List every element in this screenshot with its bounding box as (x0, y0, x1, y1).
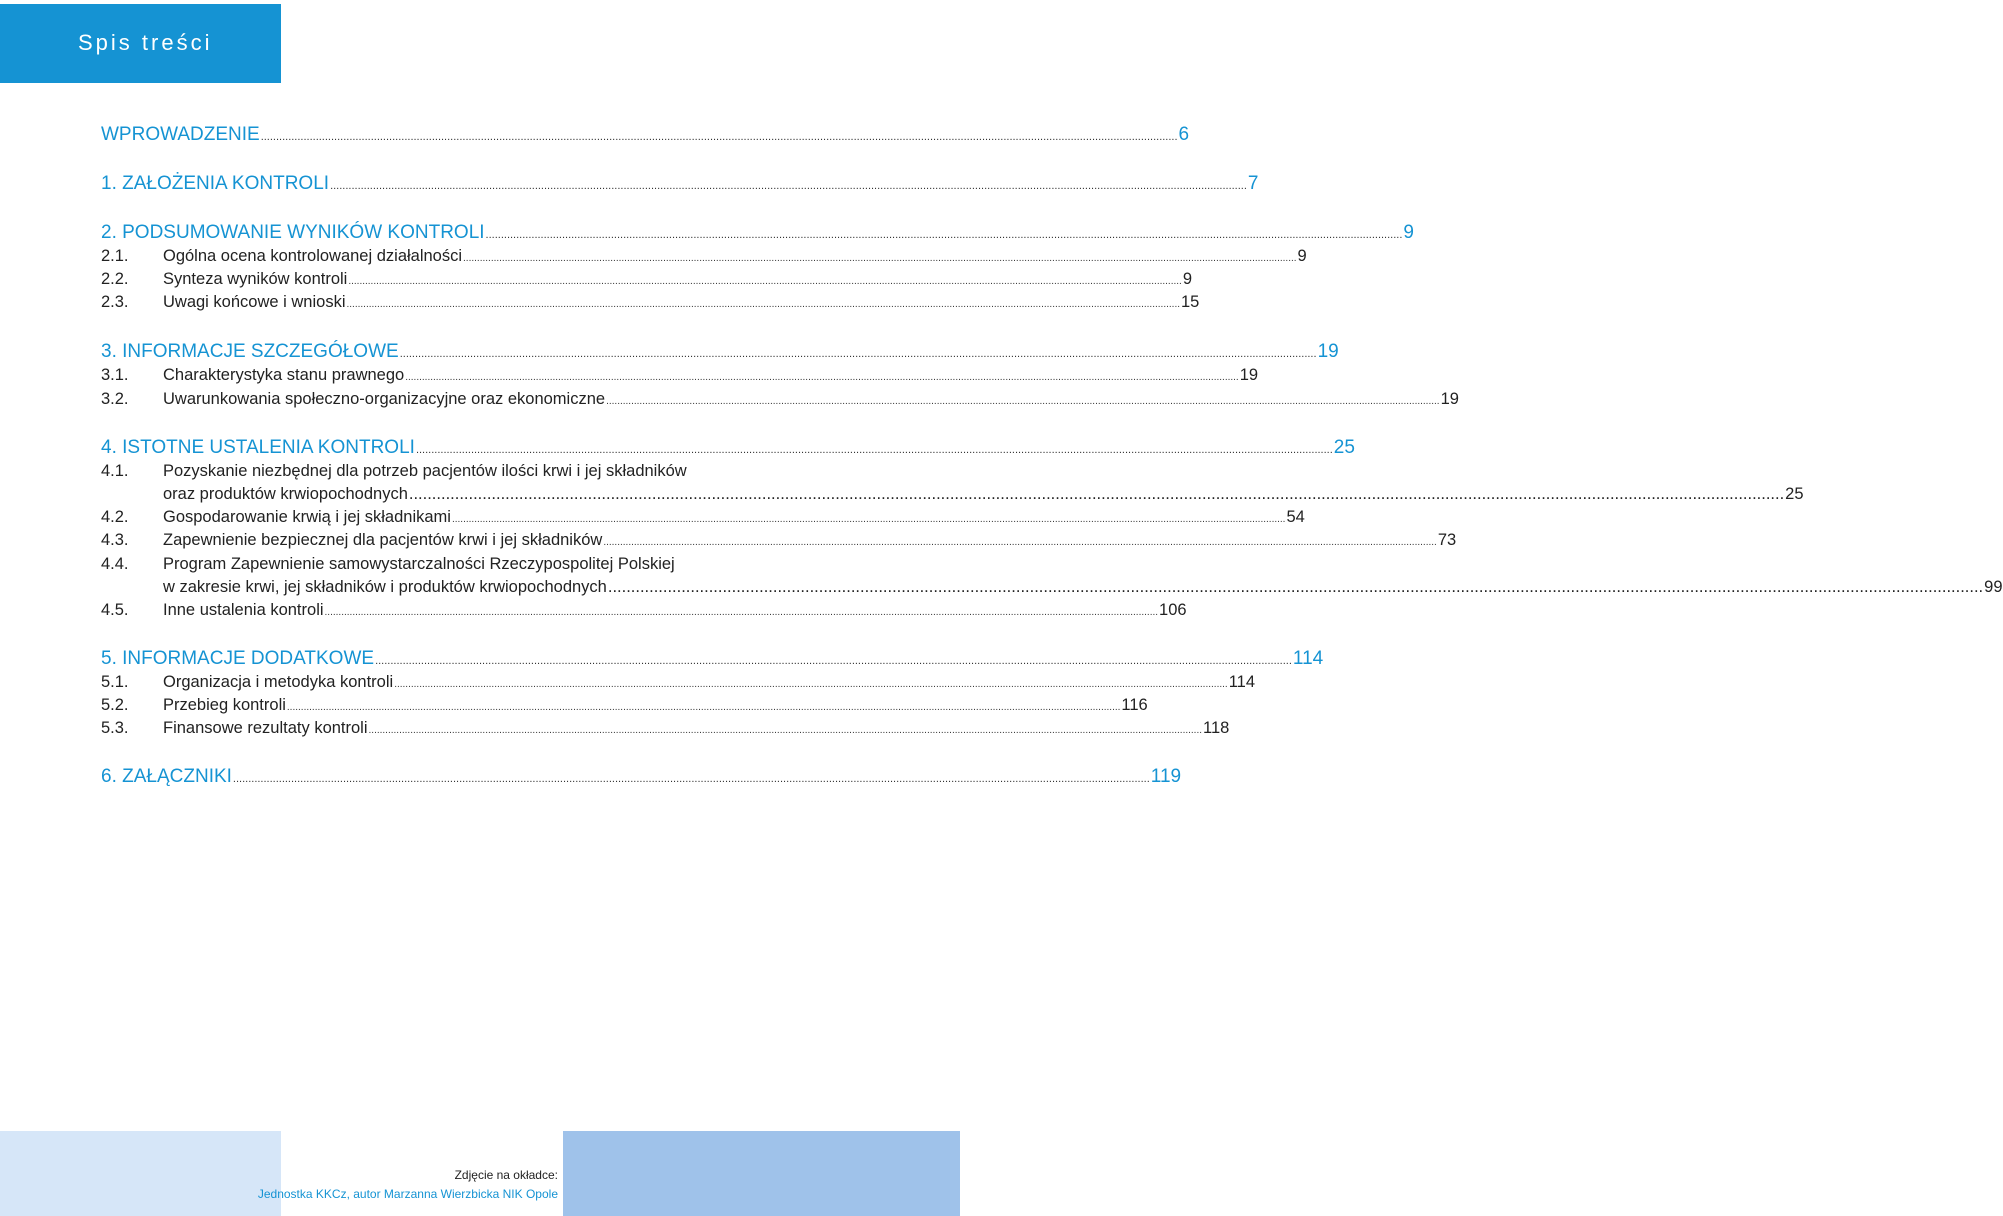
toc-entry-label: Ogólna ocena kontrolowanej działalności (163, 247, 463, 265)
toc-entry-label: Synteza wyników kontroli (163, 270, 348, 288)
cover-photo-strip-left (0, 1131, 281, 1216)
toc-entry-6[interactable] (101, 766, 1182, 788)
toc-entry-4-4-continuation[interactable] (163, 578, 2003, 597)
toc-entry-number: 4.5. (101, 601, 129, 619)
toc-entry-label: Charakterystyka stanu prawnego (163, 366, 405, 384)
toc-entry-2-3[interactable] (101, 293, 1200, 312)
toc-page-number: 19 (1239, 366, 1259, 384)
leader-dots: ............................................................................................................................................................................................................................................................................................................ (368, 725, 1203, 736)
toc-entry-label: Uwagi końcowe i wnioski (163, 293, 346, 311)
toc-page-number: 15 (1181, 293, 1200, 311)
toc-entry-label: 4. ISTOTNE USTALENIA KONTROLI (101, 437, 415, 458)
leader-dots: ............................................................................................................................................................................................................................................................................................................ (324, 607, 1159, 618)
leader-dots: ............................................................................................................................................................................................................................................................................................................ (346, 299, 1180, 310)
toc-page-number: 106 (1159, 601, 1187, 619)
toc-page-number: 9 (1297, 247, 1307, 265)
leader-dots: ............................................................................................................................................................................................................................................................................................................ (330, 180, 1247, 192)
toc-entry-1[interactable] (101, 173, 1259, 195)
toc-entry-label: Uwarunkowania społeczno-organizacyjne oraz ekonomiczne (163, 390, 606, 408)
toc-entry-5-1[interactable] (101, 673, 1255, 692)
toc-entry-number: 4.3. (101, 531, 129, 549)
toc-entry-number: 5.2. (101, 696, 129, 714)
toc-page-number: 19 (1317, 341, 1339, 362)
toc-entry-label: 3. INFORMACJE SZCZEGÓŁOWE (101, 341, 399, 362)
leader-dots: ............................................................................................................................................................................................................................................................................................................ (607, 578, 1984, 596)
toc-entry-number: 3.2. (101, 390, 129, 408)
photo-caption-label: Zdjęcie na okładce: (454, 1168, 558, 1182)
toc-entry-label: Zapewnienie bezpiecznej dla pacjentów krwi i jej składników (163, 531, 603, 549)
toc-entry-number: 5.3. (101, 719, 129, 737)
toc-entry-number: 4.1. (101, 462, 129, 480)
toc-page-number: 119 (1150, 766, 1182, 787)
toc-entry-label: Program Zapewnienie samowystarczalności Rzeczypospolitej Polskiej (163, 555, 675, 573)
leader-dots: ............................................................................................................................................................................................................................................................................................................ (232, 773, 1150, 785)
toc-page-number: 6 (1178, 124, 1190, 145)
toc-entry-label: 5. INFORMACJE DODATKOWE (101, 648, 375, 669)
toc-page-number: 114 (1228, 673, 1255, 691)
toc-entry-label: Organizacja i metodyka kontroli (163, 673, 394, 691)
toc-page-number: 73 (1437, 531, 1457, 549)
toc-entry-label: Przebieg kontroli (163, 696, 286, 714)
toc-entry-number: 4.2. (101, 508, 129, 526)
toc-entry-3-1[interactable] (101, 366, 1259, 385)
leader-dots: ............................................................................................................................................................................................................................................................................................................ (485, 229, 1403, 241)
toc-entry-4[interactable] (101, 437, 1355, 459)
toc-page-number: 9 (1182, 270, 1193, 288)
toc-entry-4-1[interactable] (101, 462, 856, 481)
toc-entry-label-continuation: oraz produktów krwiopochodnych (163, 485, 408, 503)
toc-entry-4-2[interactable] (101, 508, 1305, 527)
page-title: Spis treści (78, 30, 213, 55)
leader-dots: ............................................................................................................................................................................................................................................................................................................ (603, 537, 1437, 548)
photo-caption-text: Jednostka KKCz, autor Marzanna Wierzbicka NIK Opole (257, 1187, 558, 1201)
leader-dots: ............................................................................................................................................................................................................................................................................................................ (375, 655, 1292, 667)
toc-entry-number: 4.4. (101, 555, 129, 573)
toc-entry-5[interactable] (101, 648, 1324, 670)
toc-entry-4-4[interactable] (101, 555, 856, 574)
leader-dots: ............................................................................................................................................................................................................................................................................................................ (394, 679, 1228, 690)
toc-entry-label: Inne ustalenia kontroli (163, 601, 324, 619)
toc-entry-2-1[interactable] (101, 247, 1307, 266)
leader-dots: ............................................................................................................................................................................................................................................................................................................ (286, 702, 1121, 713)
toc-entry-3[interactable] (101, 341, 1339, 363)
toc-page-number: 25 (1785, 485, 1804, 503)
toc-entry-4-1-continuation[interactable] (163, 485, 1804, 504)
toc-entry-label: Gospodarowanie krwią i jej składnikami (163, 508, 451, 526)
leader-dots: ............................................................................................................................................................................................................................................................................................................ (260, 131, 1178, 143)
leader-dots: ............................................................................................................................................................................................................................................................................................................ (405, 372, 1239, 383)
toc-page-number: 116 (1121, 696, 1148, 714)
toc-entry-3-2[interactable] (101, 390, 1459, 409)
toc-entry-2[interactable] (101, 222, 1414, 244)
toc-entry-4-3[interactable] (101, 531, 1457, 550)
cover-photo-strip-right (563, 1131, 960, 1216)
toc-entry-label: WPROWADZENIE (101, 124, 260, 145)
toc-entry-label: 1. ZAŁOŻENIA KONTROLI (101, 173, 330, 194)
toc-page-number: 19 (1440, 390, 1459, 408)
toc-page-number: 114 (1292, 648, 1324, 669)
toc-entry-5-2[interactable] (101, 696, 1148, 715)
toc-entry-wprowadzenie[interactable] (101, 124, 1190, 146)
toc-entry-label: 2. PODSUMOWANIE WYNIKÓW KONTROLI (101, 222, 485, 243)
leader-dots: ............................................................................................................................................................................................................................................................................................................ (463, 253, 1297, 264)
toc-page-number: 118 (1203, 719, 1230, 737)
leader-dots: ............................................................................................................................................................................................................................................................................................................ (451, 514, 1286, 525)
toc-entry-number: 2.1. (101, 247, 129, 265)
leader-dots: ............................................................................................................................................................................................................................................................................................................ (415, 444, 1333, 456)
toc-entry-number: 3.1. (101, 366, 129, 384)
leader-dots: ............................................................................................................................................................................................................................................................................................................ (399, 348, 1317, 360)
toc-entry-label: Pozyskanie niezbędnej dla potrzeb pacjentów ilości krwi i jej składników (163, 462, 687, 480)
toc-page-number: 99 (1984, 578, 2003, 596)
toc-entry-4-5[interactable] (101, 601, 1187, 620)
toc-entry-label: 6. ZAŁĄCZNIKI (101, 766, 232, 787)
toc-entry-number: 5.1. (101, 673, 129, 691)
toc-page-number: 7 (1247, 173, 1259, 194)
toc-page-number: 25 (1333, 437, 1355, 458)
leader-dots: ............................................................................................................................................................................................................................................................................................................ (408, 485, 1785, 503)
toc-entry-label-continuation: w zakresie krwi, jej składników i produktów krwiopochodnych (163, 578, 607, 596)
toc-page-number: 9 (1403, 222, 1414, 243)
toc-page-number: 54 (1286, 508, 1305, 526)
toc-entry-label: Finansowe rezultaty kontroli (163, 719, 368, 737)
toc-entry-number: 2.2. (101, 270, 129, 288)
leader-dots: ............................................................................................................................................................................................................................................................................................................ (606, 396, 1440, 407)
toc-entry-2-2[interactable] (101, 270, 1193, 289)
toc-entry-number: 2.3. (101, 293, 129, 311)
toc-entry-5-3[interactable] (101, 719, 1230, 738)
leader-dots: ............................................................................................................................................................................................................................................................................................................ (348, 276, 1182, 287)
